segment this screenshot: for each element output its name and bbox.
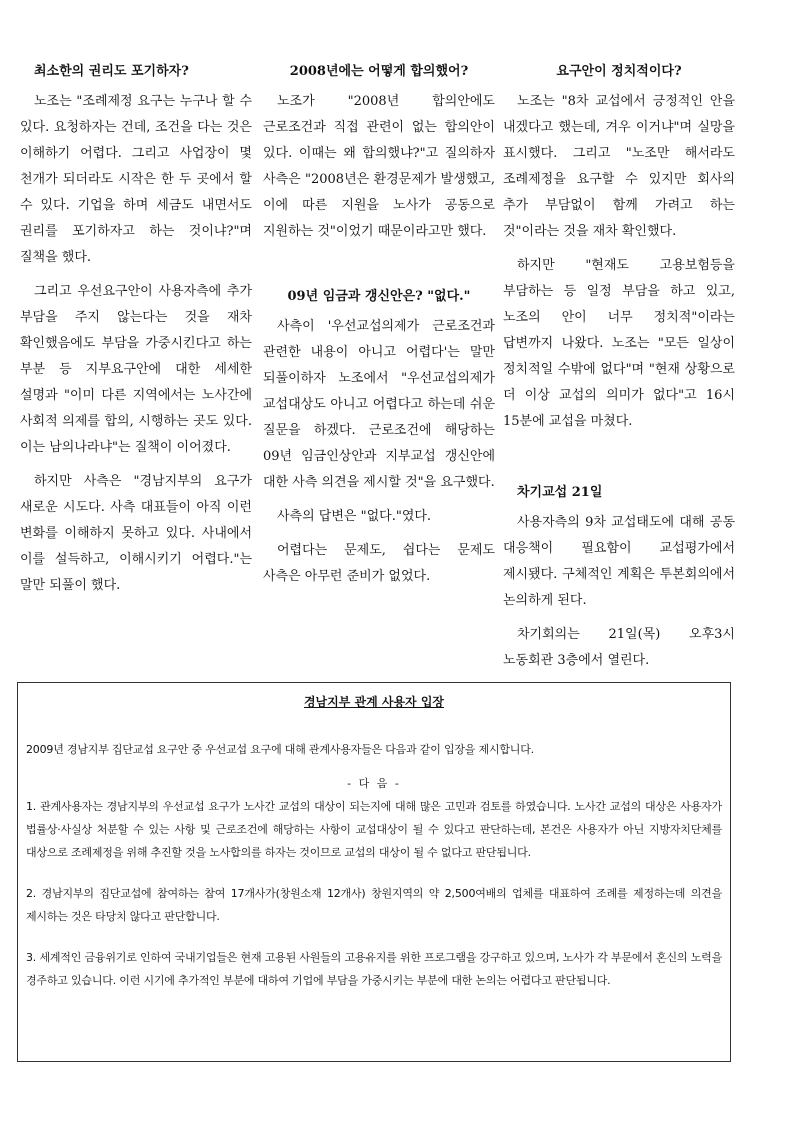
box-title-text: 경남지부 관계 사용자 입장 (303, 695, 445, 709)
paragraph: 사측의 답변은 "없다."였다. (277, 509, 432, 524)
paragraph: 사용자측의 9차 교섭태도에 대해 공동 대응책이 필요함이 교섭평가에서 제시됐다. 구체적인 계획은 투본회의에서 논의하게 된다. (503, 515, 735, 608)
section-heading: 차기교섭 21일 (517, 485, 603, 500)
section-heading: 09년 임금과 갱신안은? "없다." (287, 289, 471, 304)
box-intro: 2009년 경남지부 집단교섭 요구안 중 우선교섭 요구에 대해 관계사용자들은 다음과 같이 입장을 제시합니다. (26, 743, 534, 756)
article-column-2 (263, 52, 495, 598)
section-heading: 요구안이 정치적이다? (556, 64, 682, 79)
article-column-1 (20, 52, 252, 607)
paragraph: 노조는 "8차 교섭에서 긍정적인 안을 내겠다고 했는데, 겨우 이거냐"며 실망을 표시했다. 그리고 "노조만 해서라도 조례제정을 요구할 수 있지만 회사의 추가 부담없이 함께 가려고 하는 것"이라는 것을 재차 확인했다. (503, 94, 735, 239)
paragraph: 그리고 우선요구안이 사용자측에 추가 부담을 주지 않는다는 것을 재차 확인했음에도 부담을 가중시킨다고 하는 부분 등 지부요구안에 대한 세세한 설명과 "이미 다른 지역에서는 노사간에 사회적 의제를 합의, 시행하는 곳도 있다. 이는 남의나라냐"는 질책이 이어졌다. (20, 284, 252, 455)
paragraph: 하지만 "현재도 고용보험등을 부담하는 등 일정 부담을 하고 있고, 노조의 안이 너무 정치적"이라는 답변까지 나왔다. 노조는 "모든 일상이 정치적일 수밖에 없다"며 "현재 상황으로 더 이상 교섭의 의미가 없다"고 16시 15분에 교섭을 마쳤다. (503, 258, 735, 429)
box-item: 1. 관계사용자는 경남지부의 우선교섭 요구가 노사간 교섭의 대상이 되는지에 대해 많은 고민과 검토를 하였습니다. 노사간 교섭의 대상은 사용자가 법률상·사실상 처분할 수 있는 사항 및 근로조건에 해당하는 사항이 교섭대상이 될 수 있다고 판단하는데, 본건은 사용자가 아닌 지방자치단체를 대상으로 조례제정을 위해 추진할 것을 노사합의를 하자는 것이므로 교섭의 대상이 될 수 없다고 판단됩니다. (26, 800, 722, 859)
paragraph: 노조는 "조례제정 요구는 누구나 할 수 있다. 요청하자는 건데, 조건을 다는 것은 이해하기 어렵다. 그리고 사업장이 몇 천개가 되더라도 시작은 한 두 곳에서 할 수 있다. 기업을 하며 세금도 내면서도 권리를 포기하자고 하는 것이냐?"며 질책을 했다. (20, 94, 252, 265)
paragraph: 하지만 사측은 "경남지부의 요구가 새로운 시도다. 사측 대표들이 아직 이런 변화를 이해하지 못하고 있다. 사내에서 이를 설득하고, 이해시키기 어렵다."는 말만 되풀이 했다. (20, 474, 252, 593)
box-item: 2. 경남지부의 집단교섭에 참여하는 참여 17개사가(창원소재 12개사) 창원지역의 약 2,500여배의 업체를 대표하여 조례를 제정하는데 의견을 제시하는 것은 타당치 않다고 판단합니다. (26, 887, 722, 923)
employer-stance-box (17, 682, 731, 1062)
paragraph: 어렵다는 문제도, 쉽다는 문제도 사측은 아무런 준비가 없었다. (263, 543, 495, 584)
section-heading: 최소한의 권리도 포기하자? (34, 64, 189, 79)
box-title (26, 693, 722, 710)
section-heading: 2008년에는 어떻게 합의했어? (289, 64, 469, 79)
box-label: - 다 음 - (347, 777, 401, 790)
article-column-3 (503, 52, 735, 682)
paragraph: 노조가 "2008년 합의안에도 근로조건과 직접 관련이 없는 합의안이 있다. 이때는 왜 합의했냐?"고 질의하자 사측은 "2008년은 환경문제가 발생했고, 이에 따른 지원을 노사가 공동으로 지원하는 것"이었기 때문이라고만 했다. (263, 94, 495, 239)
box-item: 3. 세계적인 금융위기로 인하여 국내기업들은 현재 고용된 사원들의 고용유지를 위한 프로그램을 강구하고 있으며, 노사가 각 부문에서 혼신의 노력을 경주하고 있습니다. 이런 시기에 추가적인 부분에 대하여 기업에 부담을 가중시키는 부분에 대한 논의는 어렵다고 판단됩니다. (26, 951, 722, 987)
paragraph: 차기회의는 21일(목) 오후3시 노동회관 3층에서 열린다. (503, 627, 735, 668)
paragraph: 사측이 '우선교섭의제가 근로조건과 관련한 내용이 아니고 어렵다'는 말만 되풀이하자 노조에서 "우선교섭의제가 교섭대상도 아니고 어렵다고 하는데 쉬운 질문을 하겠다. 근로조건에 해당하는 09년 임금인상안과 지부교섭 갱신안에 대한 사측 의견을 제시할 것"을 요구했다. (263, 319, 495, 490)
